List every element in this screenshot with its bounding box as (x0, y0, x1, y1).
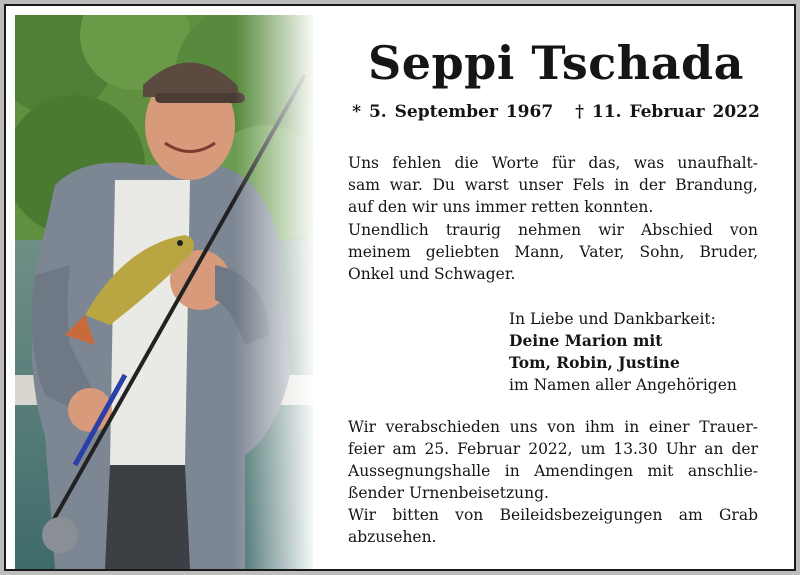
text-line: meinem geliebten Mann, Vater, Sohn, Bruder, (348, 243, 758, 261)
text-line: auf den wir uns immer retten konnten. (348, 198, 654, 216)
text-line: sam war. Du warst unser Fels in der Brandung, (348, 176, 758, 194)
text-line: Onkel und Schwager. (348, 265, 516, 283)
condolence-request-paragraph (348, 504, 758, 548)
family-signature (509, 308, 769, 396)
death-date: † 11. Februar 2022 (575, 102, 760, 122)
text-line: Wir verabschieden uns von ihm in einer Trauer- (348, 418, 758, 436)
farewell-paragraph (348, 219, 758, 285)
text-line: Aussegnungshalle in Amendingen mit anschlie- (348, 462, 758, 480)
signature-children: Tom, Robin, Justine (509, 353, 680, 372)
intro-paragraph (348, 152, 758, 218)
signature-greeting: In Liebe und Dankbarkeit: (509, 310, 716, 328)
signature-relatives: im Namen aller Angehörigen (509, 376, 737, 394)
text-line: Wir bitten von Beileidsbezeigungen am Grab (348, 506, 758, 524)
text-line: Uns fehlen die Worte für das, was unaufhalt- (348, 154, 758, 172)
text-line: ßender Urnenbeisetzung. (348, 484, 549, 502)
signature-spouse: Deine Marion mit (509, 331, 663, 350)
life-dates (316, 102, 796, 122)
ceremony-paragraph (348, 416, 758, 504)
text-line: feier am 25. Februar 2022, um 13.30 Uhr an der (348, 440, 758, 458)
deceased-name: Seppi Tschada (368, 36, 744, 90)
portrait-photo (15, 15, 313, 569)
text-line: Unendlich traurig nehmen wir Abschied von (348, 221, 758, 239)
text-line: abzusehen. (348, 528, 437, 546)
obituary-card (4, 4, 796, 571)
birth-date: * 5. September 1967 (352, 102, 554, 122)
